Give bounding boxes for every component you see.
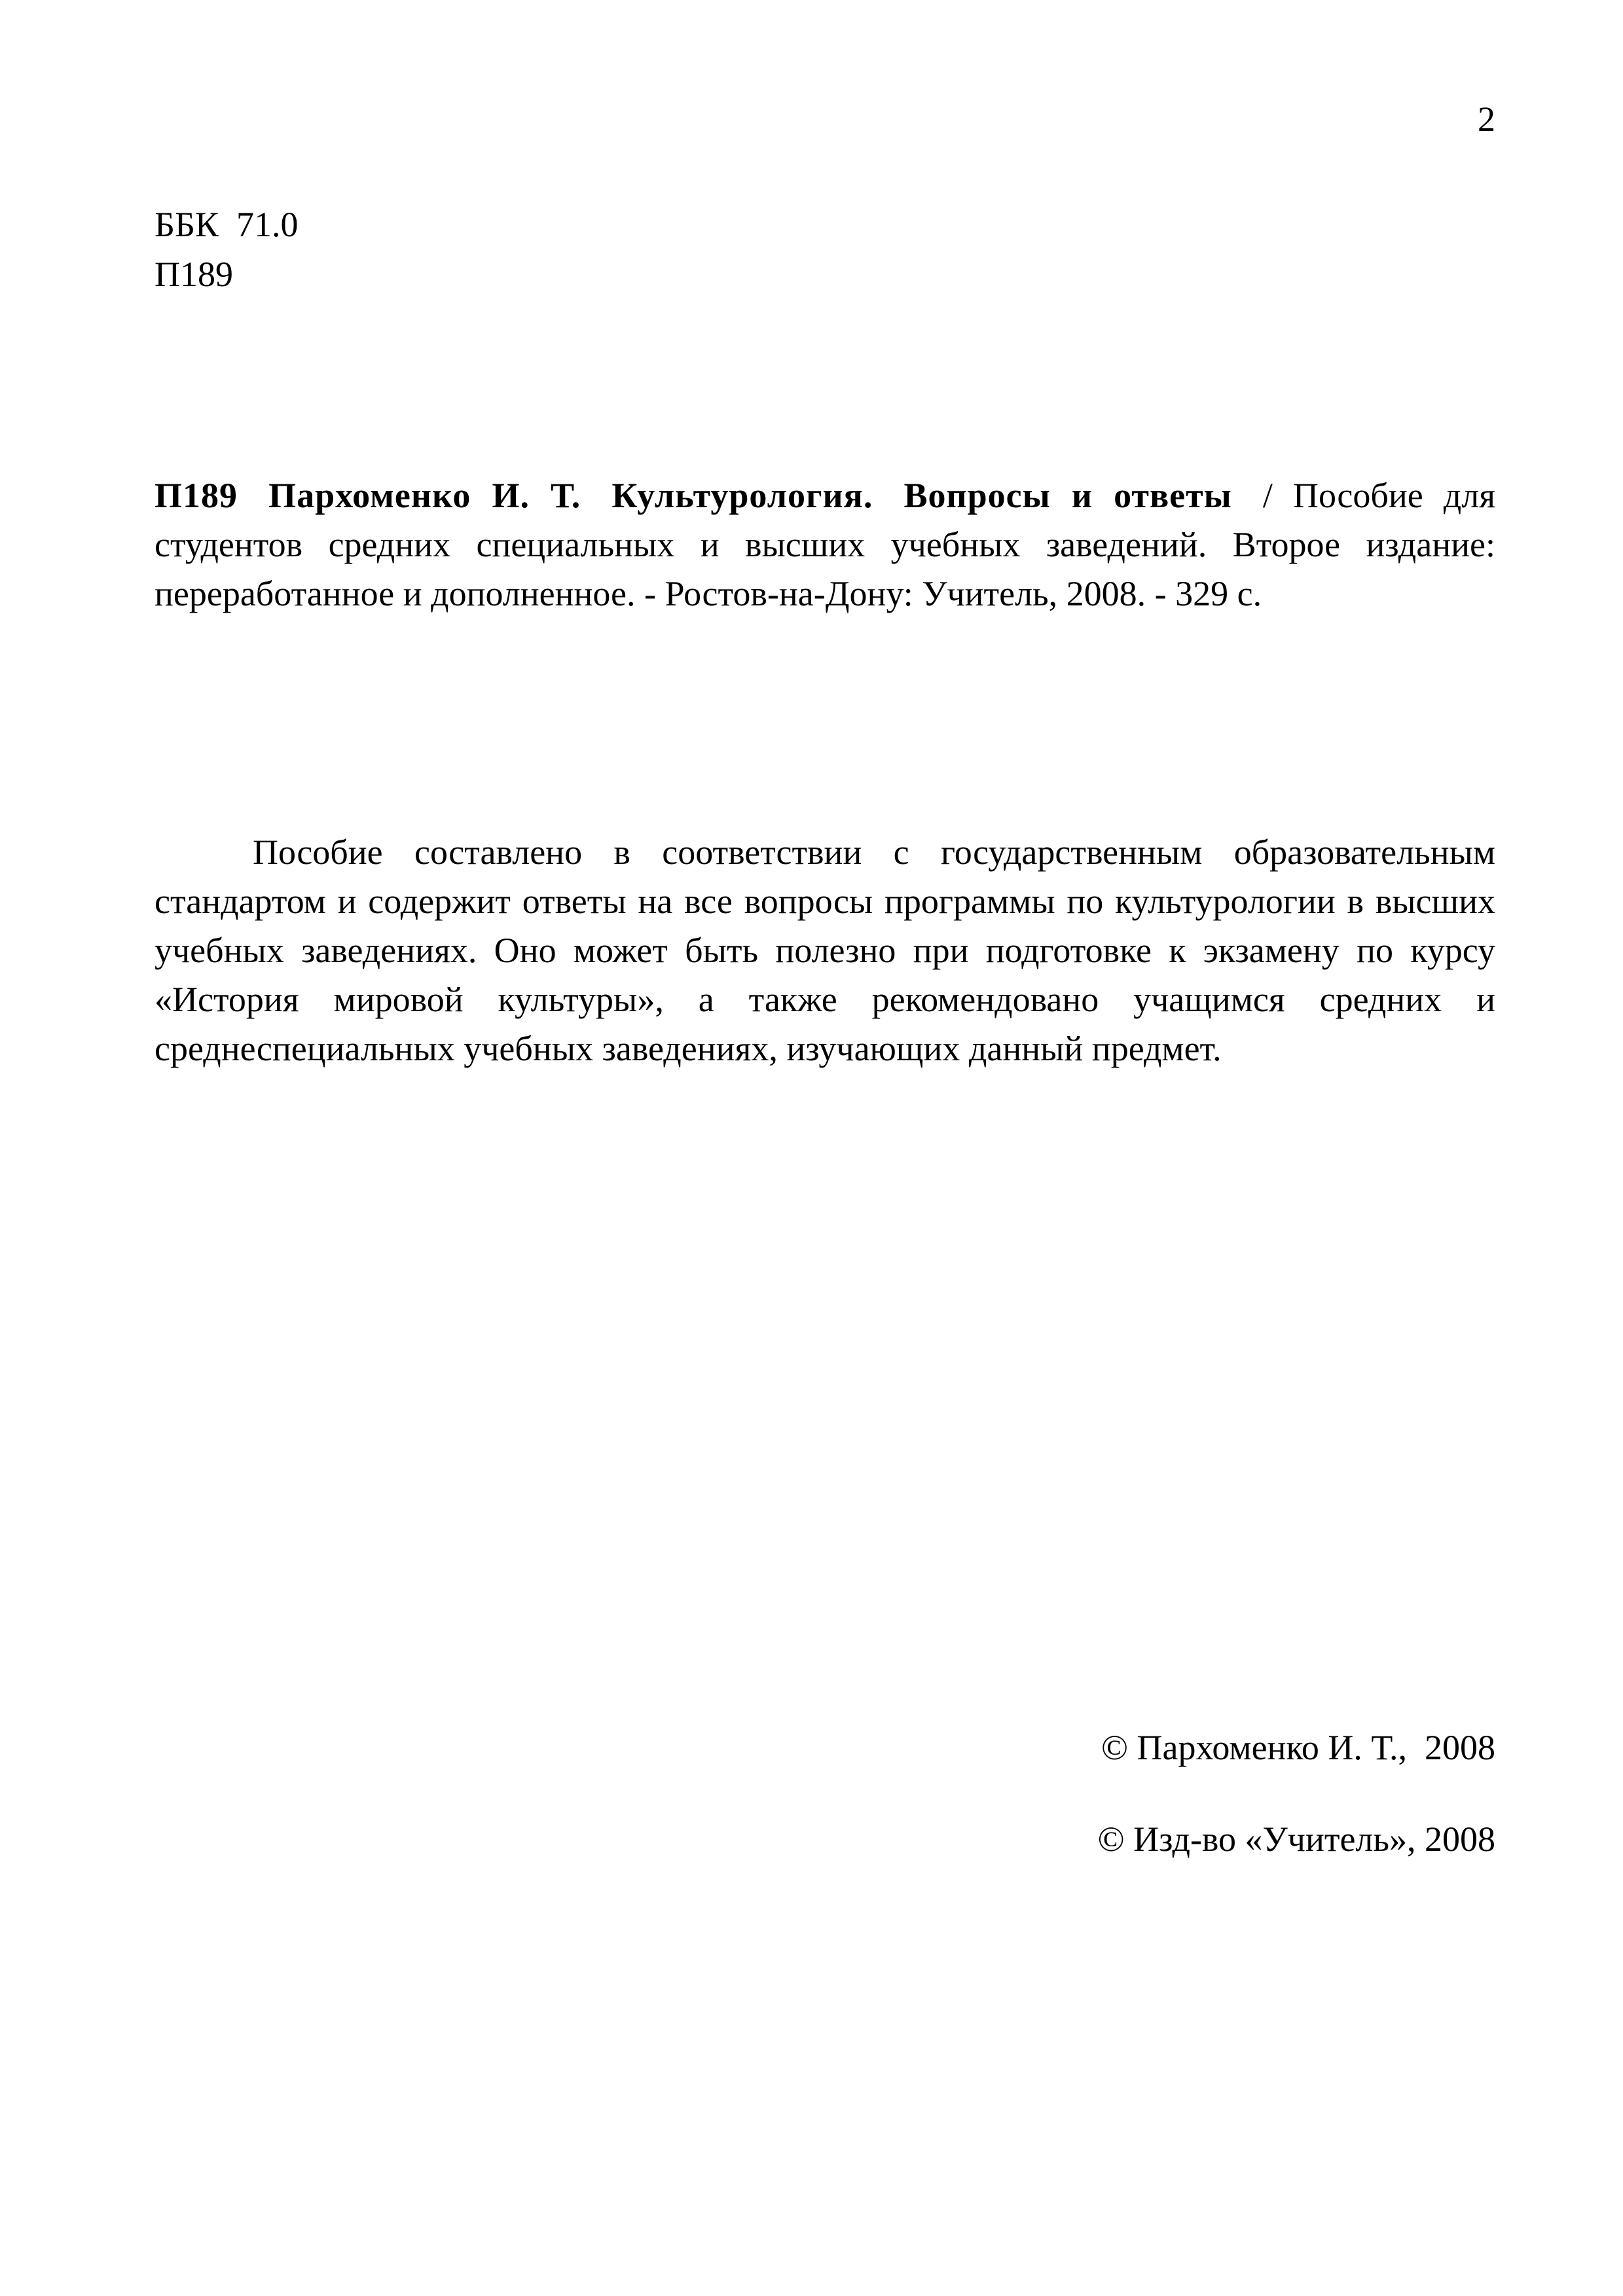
copyright-publisher: © Изд-во «Учитель», 2008 bbox=[1097, 1820, 1495, 1859]
author-sign: П189 bbox=[155, 255, 233, 294]
annotation-paragraph: Пособие составлено в соответствии с государственным образовательным стандартом и содержит ответы на все вопросы программы по культурологии в высших учебных заведениях. Оно может быть полезно при подготовке к экзамену по курсу «История мировой культуры», а также рекомендовано учащимся средних и среднеспециальных учебных заведениях, изучающих данный предмет. bbox=[155, 833, 1495, 1068]
bbk-index: ББК 71.0 bbox=[155, 205, 299, 244]
entry-separator: / bbox=[1262, 476, 1273, 515]
entry-subtitle: Вопросы и ответы bbox=[903, 476, 1232, 515]
library-classification bbox=[155, 200, 299, 299]
copyright-author: © Пархоменко И. Т., 2008 bbox=[1101, 1728, 1495, 1767]
entry-author: Пархоменко И. Т. bbox=[268, 476, 581, 515]
entry-title: Культурология. bbox=[611, 476, 873, 515]
entry-code: П189 bbox=[155, 476, 238, 515]
page-number: 2 bbox=[1478, 99, 1495, 139]
bibliographic-entry bbox=[155, 471, 1495, 619]
entry-description: Пособие для студентов средних специальных и высших учебных заведений. Второе издание: переработанное и дополненное. - Ростов-на-Дону: Учитель, 2008. - 329 с. bbox=[155, 476, 1496, 613]
